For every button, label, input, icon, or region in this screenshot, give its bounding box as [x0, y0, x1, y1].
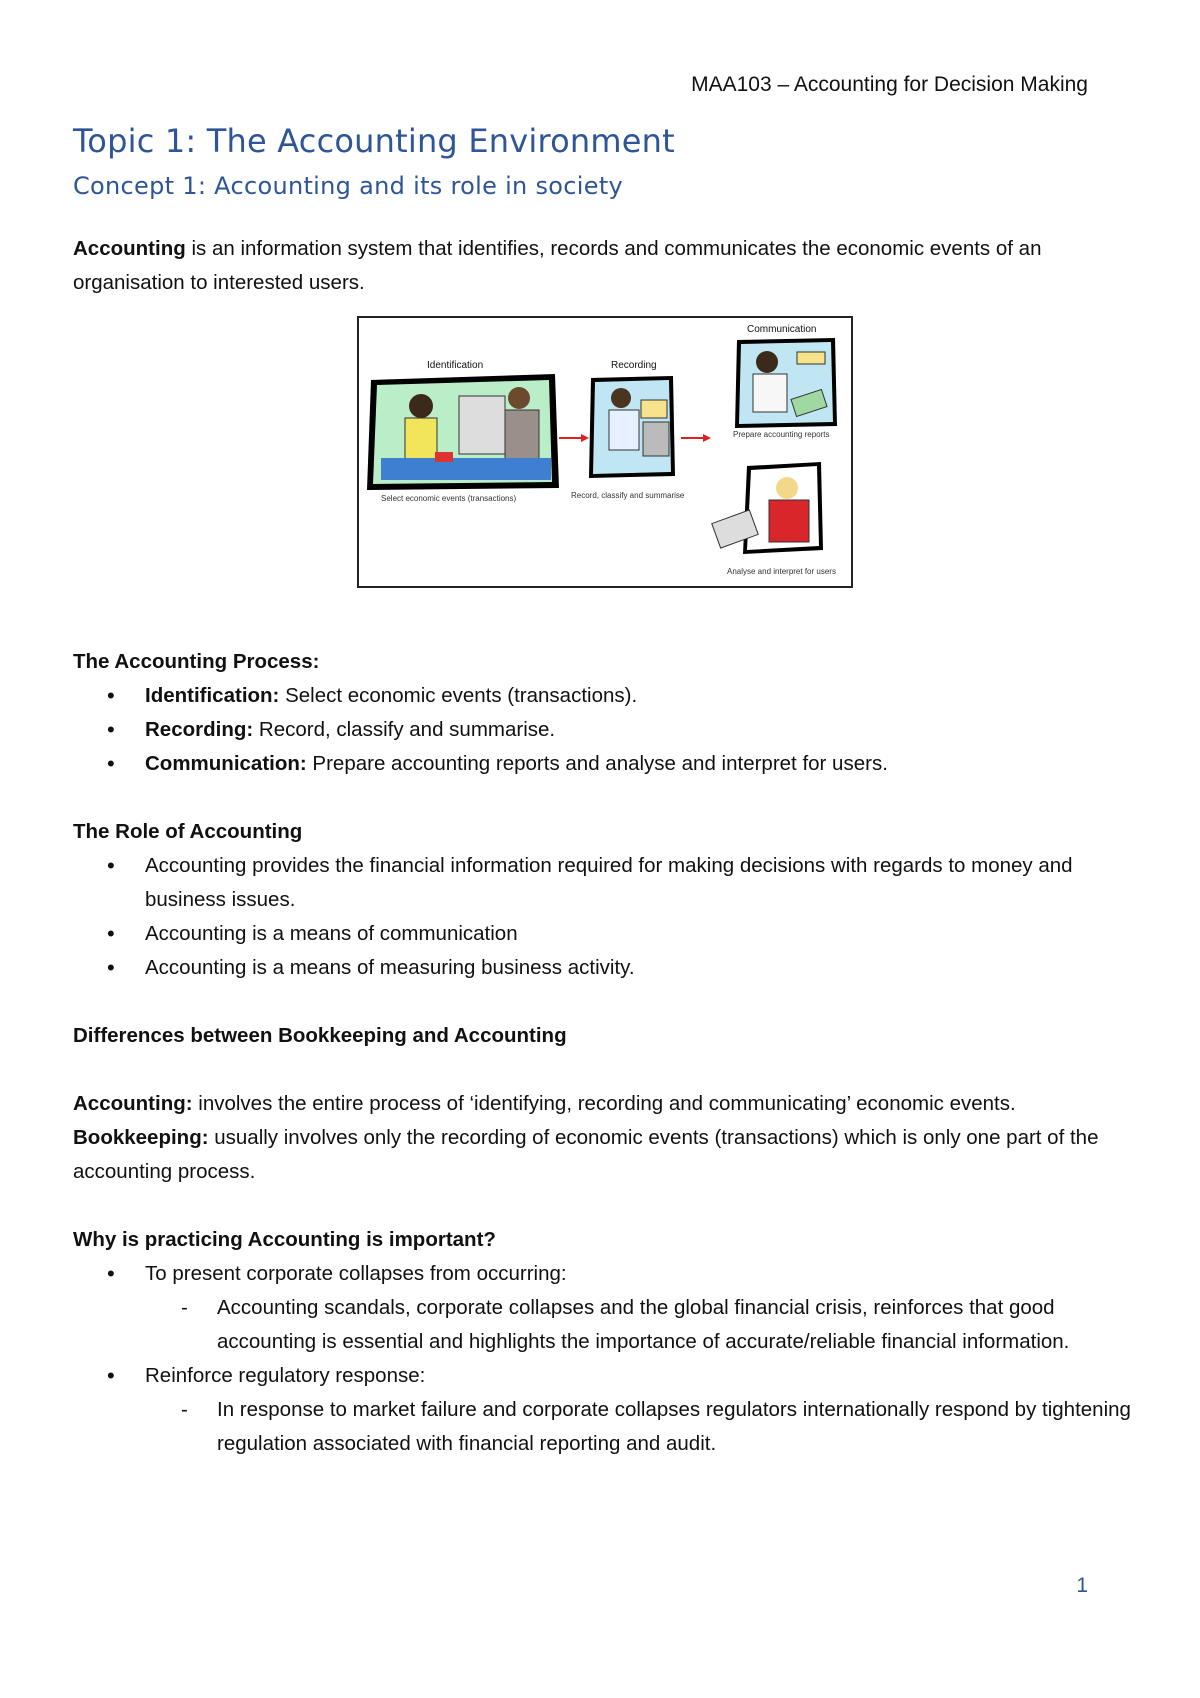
importance-list: [73, 1257, 1133, 1461]
figure-label-recording: Recording: [611, 360, 657, 371]
arrow-right-icon: [681, 434, 711, 442]
list-item: • Accounting is a means of communication: [73, 917, 1133, 951]
item-term: Identification:: [145, 684, 280, 707]
list-item: [73, 713, 1133, 747]
importance-title: Why is practicing Accounting is important?: [73, 1228, 496, 1251]
intro-term: Accounting: [73, 237, 186, 260]
sub-list: [145, 1291, 1133, 1359]
item-term: Recording:: [145, 718, 254, 741]
list-item: [73, 1359, 1133, 1461]
item-text: To present corporate collapses from occurring:: [145, 1262, 567, 1285]
figure-label-identification: Identification: [427, 360, 484, 371]
list-item: [73, 747, 1133, 781]
role-list: [73, 849, 1133, 985]
figure-caption-recording: Record, classify and summarise: [571, 491, 685, 500]
figure-caption-prepare: Prepare accounting reports: [733, 430, 830, 439]
bookkeeping-definition: [73, 1121, 1133, 1189]
accounting-process-section: [73, 645, 1133, 781]
topic-title: Topic 1: The Accounting Environment: [73, 122, 675, 160]
definition-term: Accounting:: [73, 1092, 193, 1115]
definition-term: Bookkeeping:: [73, 1126, 209, 1149]
sub-list-item: - Accounting scandals, corporate collapses and the global financial crisis, reinforces that good accounting is essential and highlights the importance of accurate/reliable financial information.: [145, 1291, 1133, 1359]
figure-caption-analyse: Analyse and interpret for users: [727, 567, 836, 576]
accounting-definition: [73, 1087, 1133, 1121]
item-text: Prepare accounting reports and analyse and interpret for users.: [306, 752, 888, 775]
recording-picture: [589, 376, 675, 478]
page-number: 1: [1076, 1574, 1088, 1597]
item-text: Reinforce regulatory response:: [145, 1364, 426, 1387]
role-title: The Role of Accounting: [73, 820, 303, 843]
list-item: [73, 679, 1133, 713]
sub-list-item: - In response to market failure and corporate collapses regulators internationally respond by tightening regulation associated with financial reporting and audit.: [145, 1393, 1133, 1461]
list-item: • Accounting is a means of measuring business activity.: [73, 951, 1133, 985]
figure-caption-identification: Select economic events (transactions): [381, 494, 517, 503]
list-item: • Accounting provides the financial information required for making decisions with regards to money and business issues.: [73, 849, 1133, 917]
identification-picture: [367, 374, 559, 490]
accounting-process-figure: [357, 316, 853, 588]
intro-paragraph: [73, 232, 1133, 300]
role-section: [73, 815, 1133, 985]
arrow-right-icon: [559, 434, 589, 442]
definition-text: involves the entire process of ‘identifying, recording and communicating’ economic events.: [192, 1092, 1016, 1115]
concept-title: Concept 1: Accounting and its role in society: [73, 172, 624, 200]
sub-list: [145, 1393, 1133, 1461]
item-term: Communication:: [145, 752, 307, 775]
definition-text: usually involves only the recording of economic events (transactions) which is only one part of the accounting process.: [73, 1126, 1099, 1183]
differences-title: Differences between Bookkeeping and Accounting: [73, 1024, 567, 1047]
differences-section: [73, 1019, 1133, 1189]
communication-picture-bottom: [712, 462, 823, 554]
running-header: MAA103 – Accounting for Decision Making: [691, 73, 1088, 96]
intro-text: is an information system that identifies, records and communicates the economic events of an organisation to interested users.: [73, 237, 1042, 294]
process-illustration: [359, 318, 851, 586]
importance-section: [73, 1223, 1133, 1461]
process-title: The Accounting Process:: [73, 650, 320, 673]
item-text: Select economic events (transactions).: [279, 684, 638, 707]
item-text: Record, classify and summarise.: [253, 718, 556, 741]
figure-label-communication: Communication: [747, 324, 817, 335]
list-item: [73, 1257, 1133, 1359]
communication-picture-top: [735, 338, 837, 428]
process-list: [73, 679, 1133, 781]
